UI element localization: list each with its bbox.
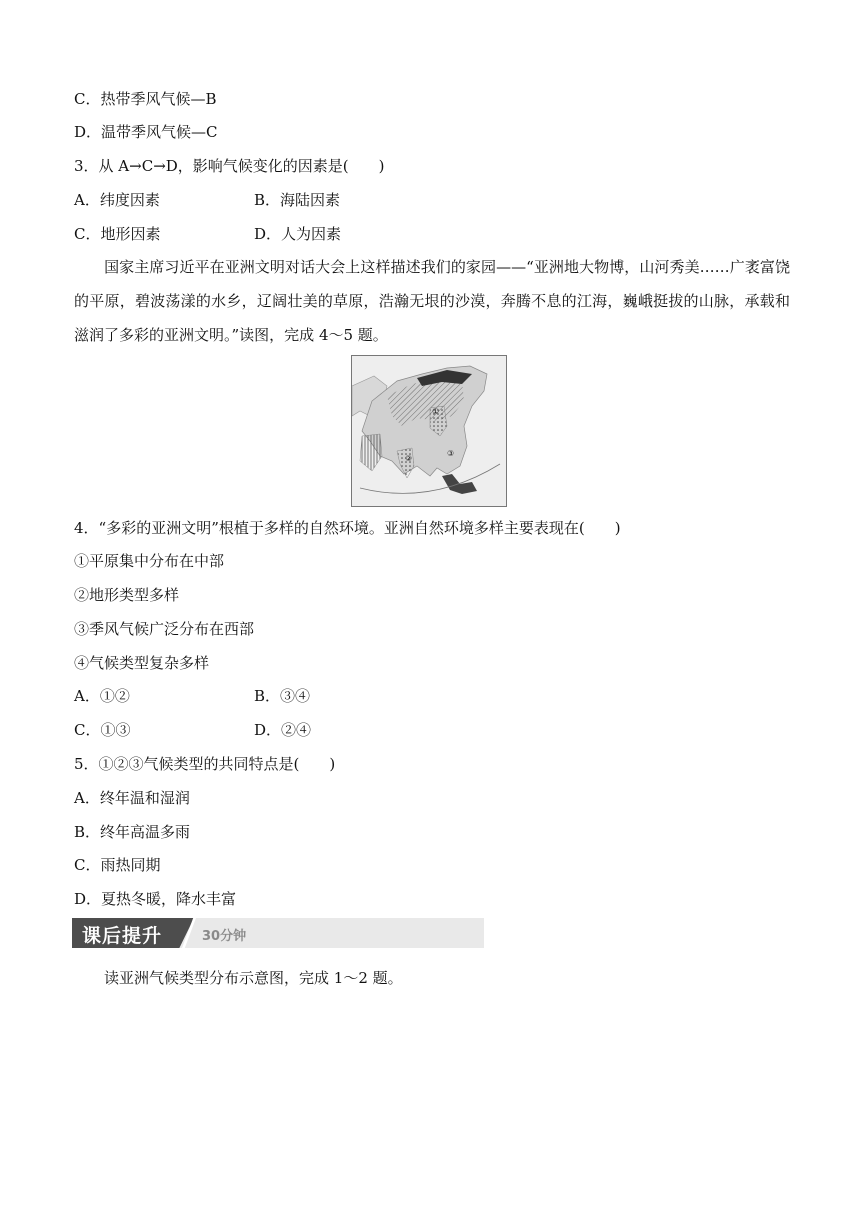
q3-option-b: B．海陆因素 <box>254 191 341 209</box>
q5-option-a: A．终年温和湿润 <box>74 789 190 807</box>
q3-stem: 3．从 A→C→D，影响气候变化的因素是( ) <box>74 157 385 175</box>
q5-stem: 5．①②③气候类型的共同特点是( ) <box>74 755 336 773</box>
q2-option-d: D．温带季风气候—C <box>74 123 218 141</box>
map-label-2: ② <box>405 454 413 463</box>
section-intro: 读亚洲气候类型分布示意图，完成 1～2 题。 <box>104 969 403 987</box>
q4-statement-2: ②地形类型多样 <box>74 586 180 604</box>
q3-option-d: D．人为因素 <box>254 225 342 243</box>
map-label-1: ① <box>432 407 440 416</box>
passage-text: 国家主席习近平在亚洲文明对话大会上这样描述我们的家园——“亚洲地大物博，山河秀美……广袤富饶的平原，碧波荡漾的水乡，辽阔壮美的草原，浩瀚无垠的沙漠，奔腾不息的江海，巍峨挺拔的山脉，承载和滋润了多彩的亚洲文明。”读图，完成 4～5 题。 <box>74 258 790 344</box>
q4-stem: 4．“多彩的亚洲文明”根植于多样的自然环境。亚洲自然环境多样主要表现在( ) <box>74 519 621 537</box>
q4-option-d: D．②④ <box>254 721 312 739</box>
q4-option-a: A．①② <box>74 687 130 705</box>
q5-option-c: C．雨热同期 <box>74 856 161 874</box>
q4-option-b: B．③④ <box>254 687 311 705</box>
q4-statement-3: ③季风气候广泛分布在西部 <box>74 620 255 638</box>
q5-option-b: B．终年高温多雨 <box>74 823 191 841</box>
q4-statement-1: ①平原集中分布在中部 <box>74 552 225 570</box>
section-banner <box>72 918 484 948</box>
q3-option-a: A．纬度因素 <box>74 191 160 209</box>
q4-option-c: C．①③ <box>74 721 131 739</box>
section-time: 30分钟 <box>202 929 247 944</box>
asia-climate-map <box>351 355 507 507</box>
section-title: 课后提升 <box>82 925 163 947</box>
q2-option-c: C．热带季风气候—B <box>74 90 217 108</box>
q5-option-d: D．夏热冬暖，降水丰富 <box>74 890 237 908</box>
q3-option-c: C．地形因素 <box>74 225 161 243</box>
map-label-3: ③ <box>447 449 455 458</box>
q4-statement-4: ④气候类型复杂多样 <box>74 654 210 672</box>
passage <box>74 250 790 352</box>
